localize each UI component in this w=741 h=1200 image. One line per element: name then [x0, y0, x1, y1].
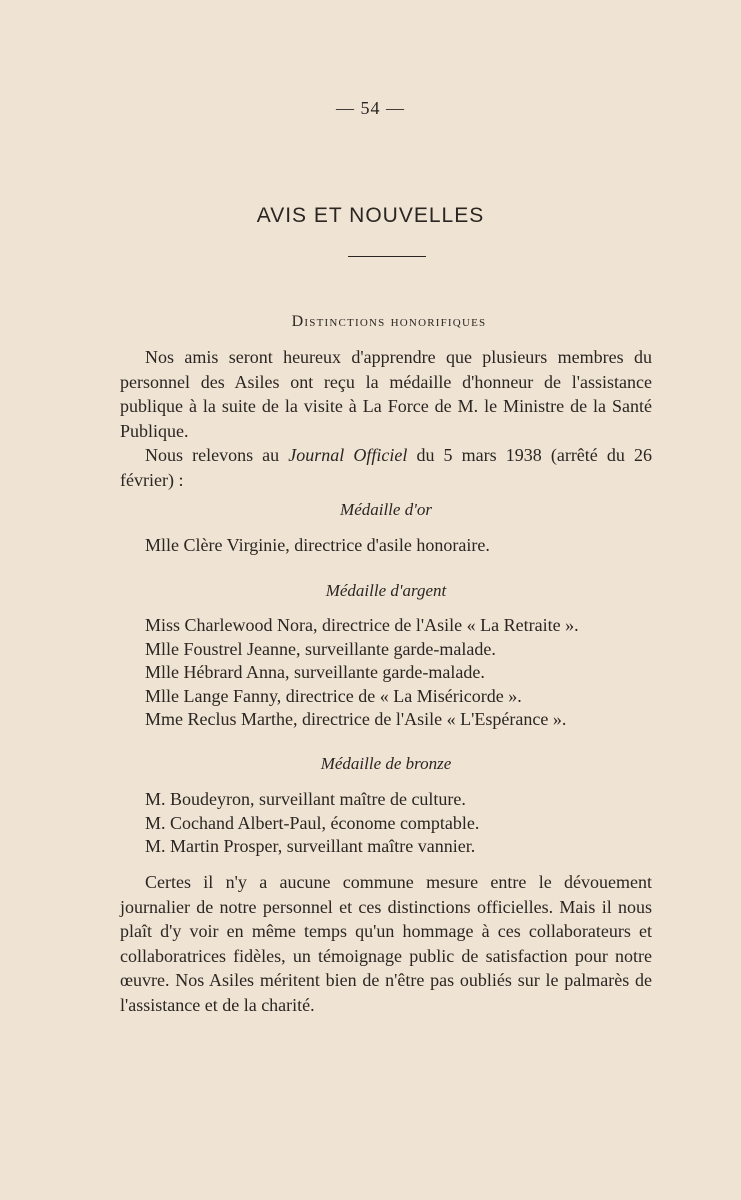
medal-argent-heading: Médaille d'argent [325, 581, 447, 600]
section-heading: Distinctions honorifiques [291, 313, 487, 330]
recipient-item: Mme Reclus Marthe, directrice de l'Asile « L'Espérance ». [145, 709, 567, 729]
recipient-item: Mlle Hébrard Anna, surveillante garde-malade. [145, 662, 485, 682]
conclusion-text [120, 870, 652, 1017]
recipient-item: M. Cochand Albert-Paul, économe comptable. [145, 812, 480, 833]
intro-text [120, 345, 652, 492]
medal-or-heading: Médaille d'or [340, 500, 432, 519]
journal-officiel-title: Journal Officiel [288, 445, 408, 465]
page-title: AVIS ET NOUVELLES [256, 204, 485, 227]
recipient-item: Mlle Clère Virginie, directrice d'asile honoraire. [145, 535, 490, 555]
intro-paragraph-2-after: du 5 mars 1938 (arrêté du 26 février) : [120, 445, 652, 490]
title-divider [348, 256, 426, 257]
recipient-item: M. Martin Prosper, surveillant maître vannier. [145, 836, 476, 856]
medal-argent-list [145, 614, 665, 732]
recipient-item: M. Boudeyron, surveillant maître de culture. [145, 789, 466, 809]
medal-bronze-list [145, 788, 665, 859]
page-number: — 54 — [336, 98, 405, 118]
intro-paragraph-1: Nos amis seront heureux d'apprendre que plusieurs membres du personnel des Asiles ont reçu la médaille d'honneur de l'assistance publique à la suite de la visite à La Force de M. le Ministre de la Santé Publique. [120, 347, 652, 441]
intro-paragraph-2 [120, 443, 652, 492]
medal-bronze-heading: Médaille de bronze [320, 754, 452, 773]
conclusion-paragraph: Certes il n'y a aucune commune mesure entre le dévouement journalier de notre personnel et ces distinctions officielles. Mais il nous plaît d'y voir en même temps qu'un hommage à ces collaborateurs et collaboratrices fidèles, un témoignage public de satisfaction pour notre œuvre. Nos Asiles méritent bien de n'être pas oubliés sur le palmarès de l'assistance et de la charité. [120, 872, 652, 1015]
recipient-item: Miss Charlewood Nora, directrice de l'Asile « La Retraite ». [145, 615, 579, 635]
recipient-item: Mlle Foustrel Jeanne, surveillante garde-malade. [145, 638, 496, 659]
medal-or-list [145, 534, 665, 558]
intro-paragraph-2-before: Nous relevons au [145, 445, 289, 465]
recipient-item: Mlle Lange Fanny, directrice de « La Miséricorde ». [145, 685, 522, 706]
